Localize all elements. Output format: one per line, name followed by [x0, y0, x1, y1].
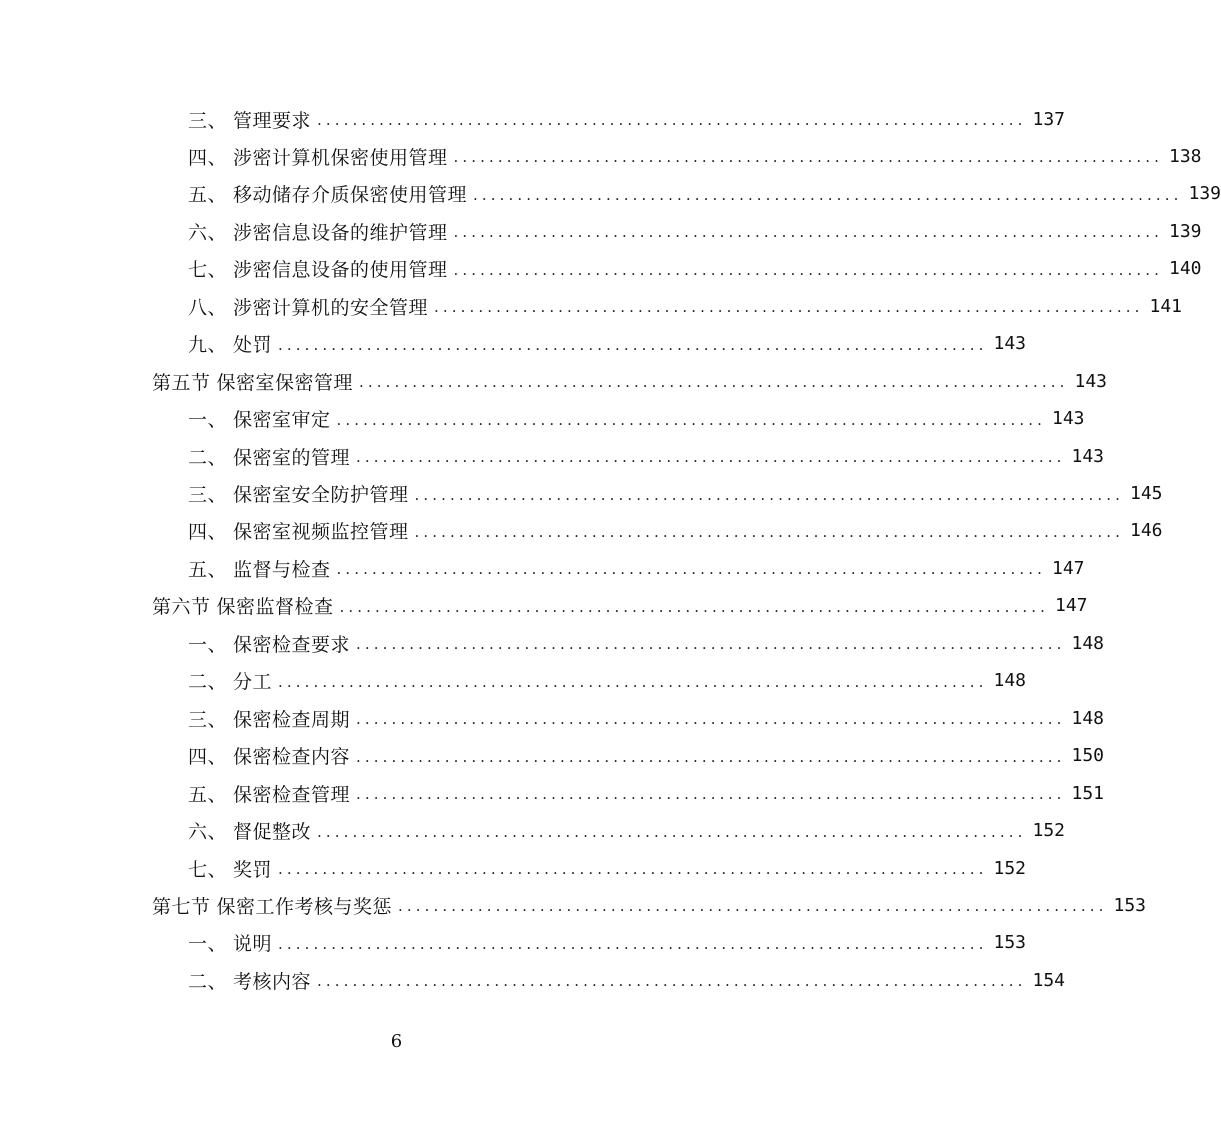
toc-entry[interactable]: [188, 137, 1202, 175]
toc-entry-title: 说明: [233, 933, 273, 956]
toc-dot-leader: ................................................................................: [356, 710, 1066, 729]
toc-entry-label: [188, 330, 272, 357]
toc-entry[interactable]: [188, 475, 1163, 513]
toc-dot-leader: ................................................................................: [317, 822, 1027, 841]
toc-entry-label: [188, 705, 350, 732]
toc-entry[interactable]: [188, 961, 1065, 999]
toc-entry-page: 152: [993, 857, 1026, 879]
toc-entry-label: [188, 780, 350, 807]
toc-dot-leader: ................................................................................: [453, 223, 1163, 242]
toc-entry-page: 153: [993, 932, 1026, 954]
toc-entry-page: 143: [993, 333, 1026, 355]
toc-entry-page: 143: [1071, 445, 1104, 467]
toc-dot-leader: ................................................................................: [359, 373, 1069, 392]
toc-entry-label: [188, 106, 311, 133]
toc-entry-label: [188, 967, 311, 994]
toc-entry-label: [188, 929, 272, 956]
toc-section-entry[interactable]: [152, 886, 1146, 924]
toc-entry-page: 153: [1113, 894, 1146, 916]
toc-entry-page: 137: [1032, 108, 1065, 130]
toc-entry[interactable]: [188, 699, 1104, 737]
toc-entry-page: 154: [1032, 969, 1065, 991]
toc-entry-title: 涉密信息设备的使用管理: [233, 259, 448, 282]
toc-entry-page: 151: [1071, 782, 1104, 804]
toc-entry-label: [188, 817, 311, 844]
toc-entry-title: 督促整改: [233, 821, 312, 844]
toc-entry-title: 移动储存介质保密使用管理: [233, 184, 468, 207]
toc-entry-label: [188, 855, 272, 882]
toc-entry-label: [188, 293, 428, 320]
toc-entry-title: 涉密计算机的安全管理: [233, 296, 429, 319]
toc-dot-leader: ................................................................................: [453, 148, 1163, 167]
toc-entry-label: [188, 180, 467, 207]
toc-entry-number: 四、: [188, 521, 228, 544]
toc-dot-leader: ................................................................................: [278, 860, 988, 878]
toc-entry-number: 四、: [188, 746, 228, 769]
toc-entry[interactable]: [188, 924, 1026, 962]
toc-entry[interactable]: [188, 512, 1163, 550]
toc-entry-number: 五、: [188, 558, 228, 581]
toc-entry-page: 143: [1074, 370, 1107, 392]
toc-entry-number: 七、: [188, 858, 228, 881]
toc-entry[interactable]: [188, 325, 1026, 363]
toc-entry-label: [188, 143, 448, 170]
toc-entry-title: 保密室安全防护管理: [233, 484, 409, 506]
toc-entry-page: 152: [1032, 820, 1065, 842]
toc-entry[interactable]: [188, 212, 1202, 250]
toc-dot-leader: ................................................................................: [278, 672, 988, 691]
toc-entry-title: 监督与检查: [233, 558, 331, 581]
toc-entry-label: [188, 555, 331, 582]
toc-entry-label: [188, 742, 350, 769]
toc-entry-number: 二、: [188, 446, 228, 469]
toc-dot-leader: ................................................................................: [336, 410, 1046, 429]
toc-entry-label: [188, 443, 350, 470]
toc-entry-page: 141: [1149, 295, 1182, 317]
toc-dot-leader: ................................................................................: [356, 785, 1066, 804]
toc-entry-title: 保密工作考核与奖惩: [216, 895, 393, 918]
toc-entry-title: 考核内容: [233, 970, 312, 993]
toc-section-entry[interactable]: [152, 362, 1107, 400]
toc-entry-page: 139: [1168, 220, 1202, 242]
toc-entry-title: 保密检查周期: [233, 708, 351, 731]
toc-dot-leader: ................................................................................: [356, 747, 1066, 766]
toc-entry[interactable]: [188, 100, 1065, 138]
toc-dot-leader: ................................................................................: [473, 185, 1183, 204]
toc-entry-title: 保密室审定: [233, 409, 331, 432]
toc-entry-number: 三、: [188, 708, 228, 731]
toc-entry[interactable]: [188, 624, 1104, 662]
toc-entry-number: 九、: [188, 334, 228, 357]
toc-section-entry[interactable]: [152, 587, 1088, 625]
toc-entry-label: [188, 255, 448, 282]
toc-entry-page: 147: [1051, 557, 1085, 579]
toc-dot-leader: ................................................................................: [339, 597, 1049, 616]
toc-entry[interactable]: [188, 287, 1182, 325]
toc-entry-label: [188, 218, 448, 245]
toc-entry-number: 六、: [188, 821, 228, 844]
toc-entry-number: 第五节: [152, 371, 211, 394]
toc-entry-page: 147: [1054, 595, 1088, 617]
toc-entry-number: 二、: [188, 671, 228, 694]
toc-entry-title: 保密室的管理: [233, 446, 351, 469]
toc-entry-number: 七、: [188, 259, 228, 282]
toc-dot-leader: ................................................................................: [317, 111, 1027, 129]
toc-entry-title: 管理要求: [233, 109, 312, 132]
toc-entry[interactable]: [188, 549, 1085, 587]
toc-entry[interactable]: [188, 400, 1085, 438]
toc-entry-label: [152, 892, 392, 919]
toc-entry-title: 保密室保密管理: [216, 371, 354, 394]
toc-dot-leader: ................................................................................: [317, 972, 1027, 991]
toc-entry-page: 138: [1168, 145, 1202, 167]
toc-entry-number: 二、: [188, 970, 228, 993]
toc-entry-number: 三、: [188, 484, 228, 506]
toc-entry-label: [188, 480, 409, 507]
toc-dot-leader: ................................................................................: [434, 298, 1144, 317]
toc-dot-leader: ................................................................................: [414, 522, 1124, 541]
toc-entry-page: 145: [1129, 483, 1163, 504]
toc-entry-label: [188, 630, 350, 657]
toc-entry-page: 148: [1071, 632, 1104, 654]
toc-entry[interactable]: [188, 812, 1065, 850]
toc-dot-leader: ................................................................................: [278, 934, 988, 953]
toc-entry-title: 保密检查内容: [233, 746, 351, 769]
toc-dot-leader: ................................................................................: [278, 335, 988, 354]
toc-dot-leader: ................................................................................: [356, 448, 1066, 467]
toc-entry-title: 涉密计算机保密使用管理: [233, 146, 448, 169]
toc-entry[interactable]: [188, 662, 1026, 700]
toc-entry-title: 涉密信息设备的维护管理: [233, 221, 448, 244]
toc-entry-number: 一、: [188, 633, 228, 656]
toc-entry-title: 保密检查要求: [233, 633, 351, 656]
toc-entry-page: 143: [1051, 408, 1085, 430]
toc-entry-label: [188, 517, 409, 544]
toc-entry[interactable]: [188, 175, 1221, 213]
toc-dot-leader: ................................................................................: [414, 485, 1124, 504]
toc-entry[interactable]: [188, 250, 1202, 288]
toc-entry-page: 140: [1168, 258, 1202, 280]
toc-entry-title: 保密检查管理: [233, 783, 351, 806]
toc-entry-label: [188, 405, 331, 432]
toc-entry[interactable]: [188, 437, 1104, 475]
toc-entry-title: 分工: [233, 671, 273, 694]
toc-entry-number: 五、: [188, 184, 228, 207]
toc-entry-number: 五、: [188, 783, 228, 806]
toc-entry-page: 148: [993, 670, 1026, 692]
toc-entry[interactable]: [188, 737, 1104, 775]
toc-entry-number: 四、: [188, 146, 228, 169]
toc-entry-number: 六、: [188, 221, 228, 244]
toc-entry-label: [188, 667, 272, 694]
toc-entry-number: 一、: [188, 933, 228, 956]
toc-entry-title: 处罚: [233, 334, 273, 357]
toc-dot-leader: ................................................................................: [453, 260, 1163, 279]
toc-entry-title: 保密室视频监控管理: [233, 521, 409, 544]
toc-entry-page: 139: [1188, 183, 1221, 205]
toc-entry-page: 150: [1071, 745, 1104, 767]
toc-entry[interactable]: [188, 849, 1026, 887]
toc-dot-leader: ................................................................................: [336, 560, 1046, 579]
toc-entry-title: 奖罚: [233, 858, 273, 881]
toc-entry-title: 保密监督检查: [216, 596, 334, 619]
toc-entry-page: 148: [1071, 707, 1104, 729]
toc-entry[interactable]: [188, 774, 1104, 812]
toc-entry-number: 第七节: [152, 895, 211, 918]
toc-dot-leader: ................................................................................: [398, 897, 1108, 916]
page-number: 6: [390, 1031, 403, 1052]
toc-entry-number: 三、: [188, 109, 228, 132]
toc-dot-leader: ................................................................................: [356, 635, 1066, 654]
toc-entry-number: 第六节: [152, 596, 211, 619]
toc-entry-label: [152, 592, 334, 619]
toc-entry-page: 146: [1129, 520, 1163, 542]
toc-entry-number: 八、: [188, 296, 228, 319]
toc-entry-label: [152, 368, 353, 395]
toc-entry-number: 一、: [188, 409, 228, 432]
